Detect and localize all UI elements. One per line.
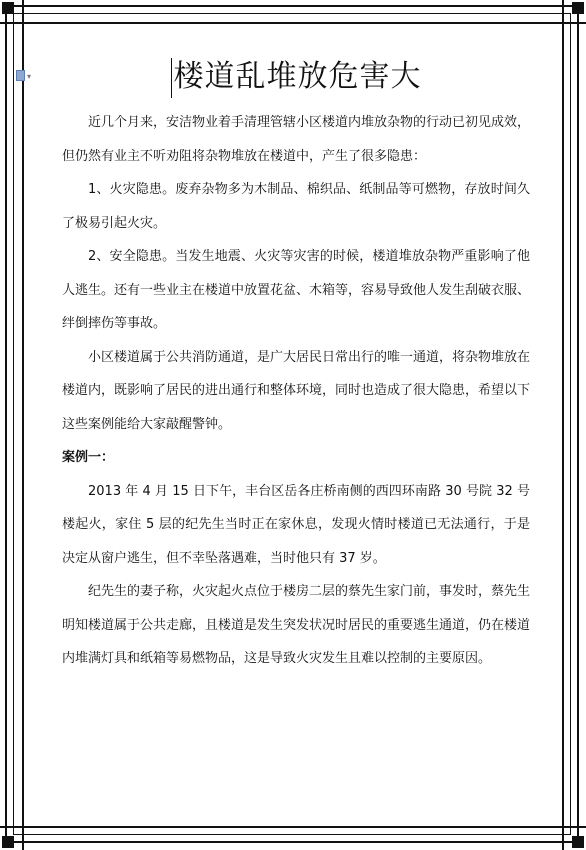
paragraph: 小区楼道属于公共消防通道，是广大居民日常出行的唯一通道，将杂物堆放在楼道内，既影响了居民的进出通行和整体环境，同时也造成了很大隐患，希望以下这些案例能给大家敲醒警钟。: [62, 349, 531, 432]
border-line: [0, 22, 586, 24]
paragraph: 1、火灾隐患。废弃杂物多为木制品、棉织品、纸制品等可燃物，存放时间久了极易引起火灾。: [62, 182, 530, 231]
corner-ornament: [2, 2, 14, 14]
border-line: [0, 826, 586, 828]
border-line: [562, 0, 564, 850]
paragraph: 近几个月来，安洁物业着手清理管辖小区楼道内堆放杂物的行动已初见成效，但仍然有业主不听劝阻将杂物堆放在楼道中，产生了很多隐患：: [62, 115, 531, 164]
paragraph: 2、安全隐患。当发生地震、火灾等灾害的时候，楼道堆放杂物严重影响了他人逃生。还有一些业主在楼道中放置花盆、木箱等，容易导致他人发生刮破衣服、绊倒摔伤等事故。: [62, 249, 531, 331]
text-cursor: [171, 58, 172, 98]
case-heading: 案例一：: [62, 450, 115, 465]
corner-ornament: [572, 2, 584, 14]
corner-ornament: [572, 836, 584, 848]
chevron-down-icon: ▾: [27, 72, 32, 81]
border-line: [22, 0, 24, 850]
document-title: 楼道乱堆放危害大: [62, 52, 530, 102]
paragraph-options[interactable]: [16, 70, 38, 84]
document-body: [62, 52, 530, 676]
paragraph: 2013 年 4 月 15 日下午，丰台区岳各庄桥南侧的西四环南路 30 号院 32 号楼起火，家住 5 层的纪先生当时正在家休息，发现火情时楼道已无法通行，于是决定从窗户逃生，但不幸坠落遇难，当时他只有 37 岁。: [62, 483, 530, 566]
document-icon: [16, 70, 25, 81]
paragraph: 纪先生的妻子称，火灾起火点位于楼房二层的蔡先生家门前，事发时，蔡先生明知楼道属于公共走廊，且楼道是发生突发状况时居民的重要逃生通道，仍在楼道内堆满灯具和纸箱等易燃物品，这是导致火灾发生且难以控制的主要原因。: [62, 584, 531, 666]
corner-ornament: [2, 836, 14, 848]
